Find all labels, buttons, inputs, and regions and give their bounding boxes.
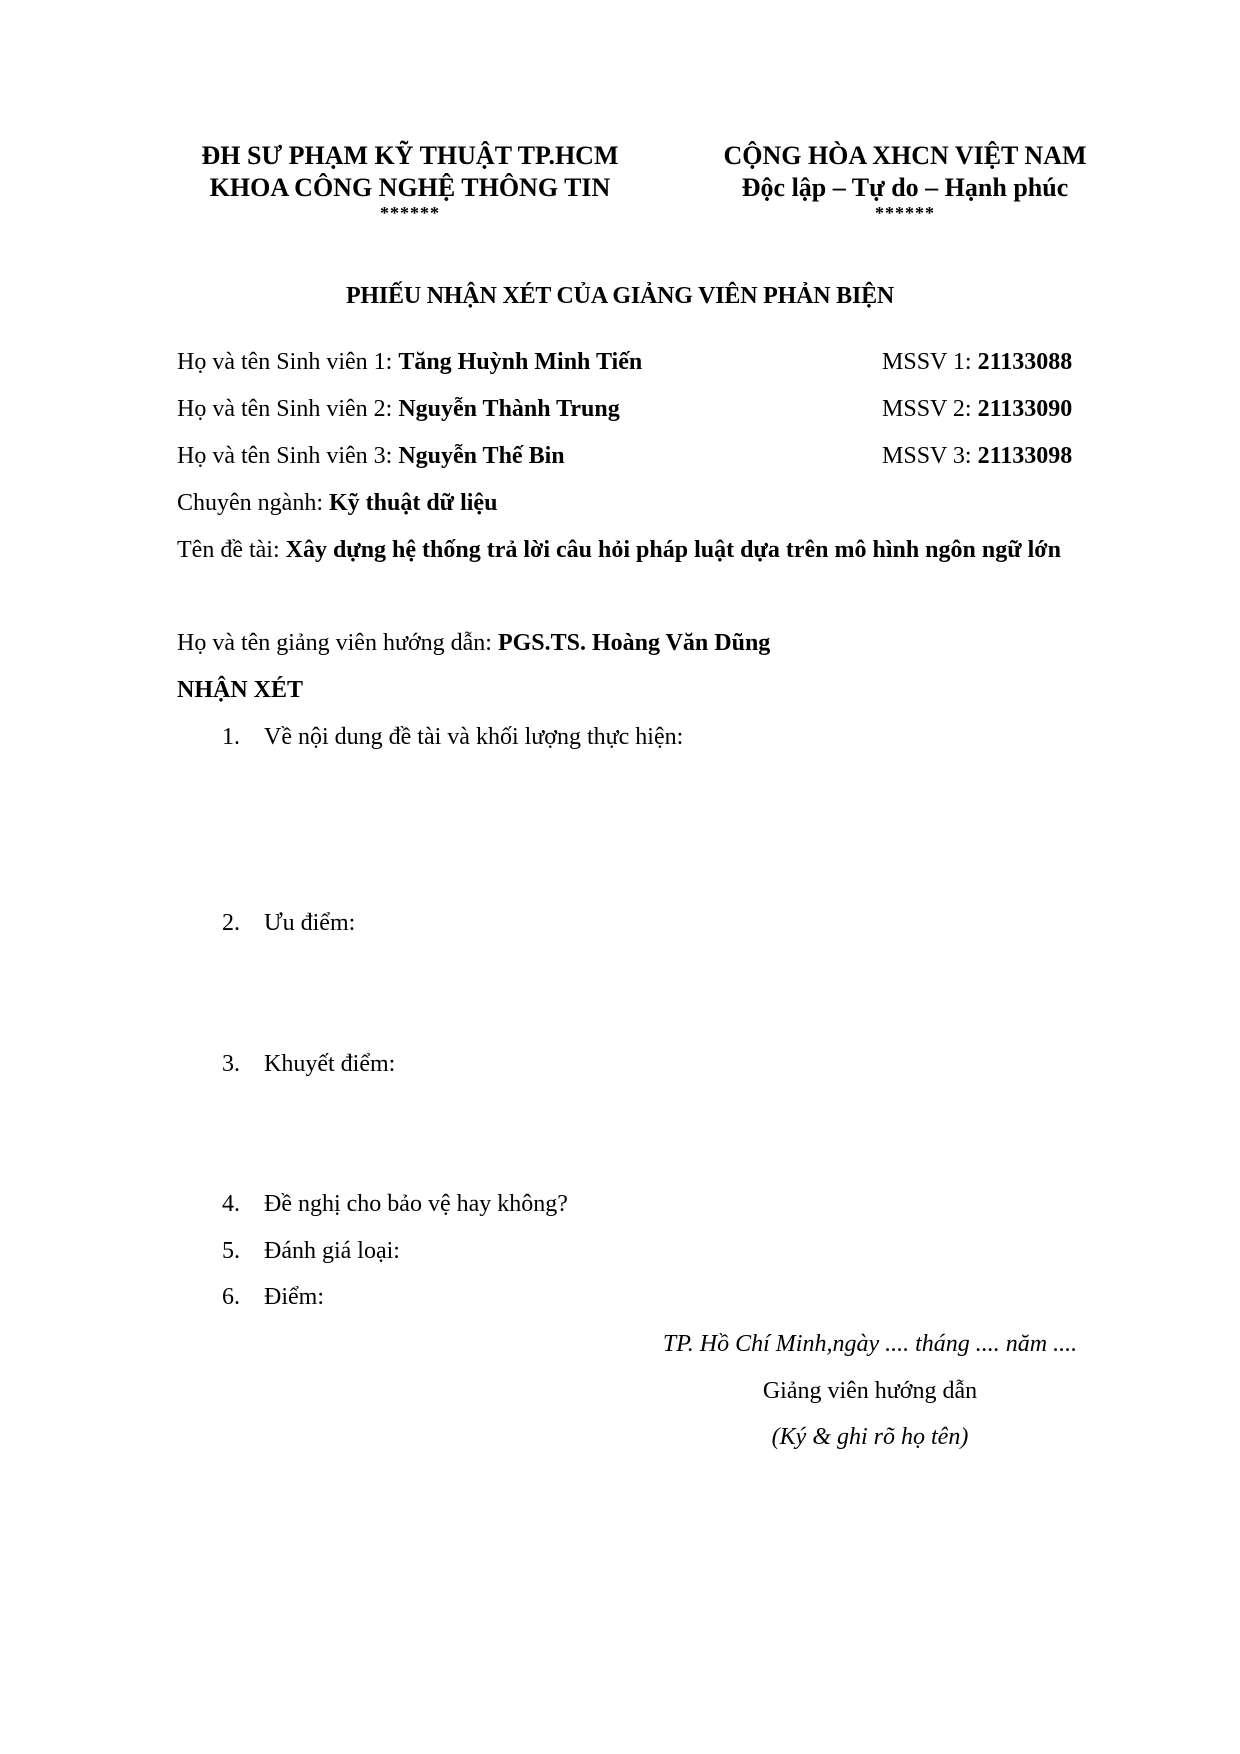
review-item-text: Khuyết điểm: [264,1051,396,1077]
student-1-name: Tăng Huỳnh Minh Tiến [398,349,643,375]
major-value: Kỹ thuật dữ liệu [328,490,498,516]
review-item-weaknesses [222,1049,395,1079]
major-label: Chuyên ngành: [177,490,329,516]
review-item-number: 2. [222,910,240,936]
review-heading: NHẬN XÉT [177,677,304,703]
student-2-id [882,394,1072,424]
student-3-row [177,441,565,471]
signature-note: (Ký & ghi rõ họ tên) [771,1424,969,1450]
review-item-text: Đánh giá loại: [264,1238,400,1264]
student-1-row [177,347,642,377]
student-2-row [177,394,620,424]
student-2-name: Nguyễn Thành Trung [398,396,620,422]
review-item-number: 4. [222,1191,240,1217]
student-1-id [882,347,1072,377]
advisor-row [177,628,770,658]
review-item-text: Ưu điểm: [264,910,356,936]
review-item-defense-recommendation [222,1189,568,1219]
review-item-number: 5. [222,1238,240,1264]
signature-date-line: TP. Hồ Chí Minh,ngày .... tháng .... năm .... [662,1331,1078,1357]
student-3-label: Họ và tên Sinh viên 3: [177,443,399,469]
signature-role: Giảng viên hướng dẫn [762,1378,978,1404]
advisor-label: Họ và tên giảng viên hướng dẫn: [177,630,498,656]
national-header [665,140,1145,224]
institution-header [170,140,650,224]
review-item-text: Về nội dung đề tài và khối lượng thực hiện: [264,724,684,750]
review-item-score [222,1282,324,1312]
topic-row [177,527,1097,574]
review-item-number: 3. [222,1051,240,1077]
review-item-text: Đề nghị cho bảo vệ hay không? [264,1191,568,1217]
review-item-content [222,722,683,752]
advisor-value: PGS.TS. Hoàng Văn Dũng [497,630,771,656]
student-2-id-value: 21133090 [977,396,1073,422]
document-title: PHIẾU NHẬN XÉT CỦA GIẢNG VIÊN PHẢN BIỆN [345,283,895,309]
student-3-id-label: MSSV 3: [882,443,978,469]
student-3-name: Nguyễn Thế Bin [398,443,565,469]
topic-value: Xây dựng hệ thống trả lời câu hỏi pháp luật dựa trên mô hình ngôn ngữ lớn [285,537,1061,563]
student-1-label: Họ và tên Sinh viên 1: [177,349,399,375]
faculty-name: KHOA CÔNG NGHỆ THÔNG TIN [209,173,611,202]
student-2-label: Họ và tên Sinh viên 2: [177,396,399,422]
review-item-rating [222,1236,400,1266]
country-name: CỘNG HÒA XHCN VIỆT NAM [723,141,1087,170]
header-left-stars: ****** [380,203,440,223]
review-item-number: 6. [222,1284,240,1310]
major-row [177,488,497,518]
header-right-stars: ****** [875,203,935,223]
review-item-strengths [222,908,355,938]
student-1-id-label: MSSV 1: [882,349,978,375]
student-2-id-label: MSSV 2: [882,396,978,422]
review-item-text: Điểm: [264,1284,324,1310]
student-3-id-value: 21133098 [977,443,1073,469]
review-item-number: 1. [222,724,240,750]
national-motto: Độc lập – Tự do – Hạnh phúc [741,173,1069,202]
student-3-id [882,441,1072,471]
student-1-id-value: 21133088 [977,349,1073,375]
university-name: ĐH SƯ PHẠM KỸ THUẬT TP.HCM [201,141,619,170]
topic-label: Tên đề tài: [177,537,286,563]
